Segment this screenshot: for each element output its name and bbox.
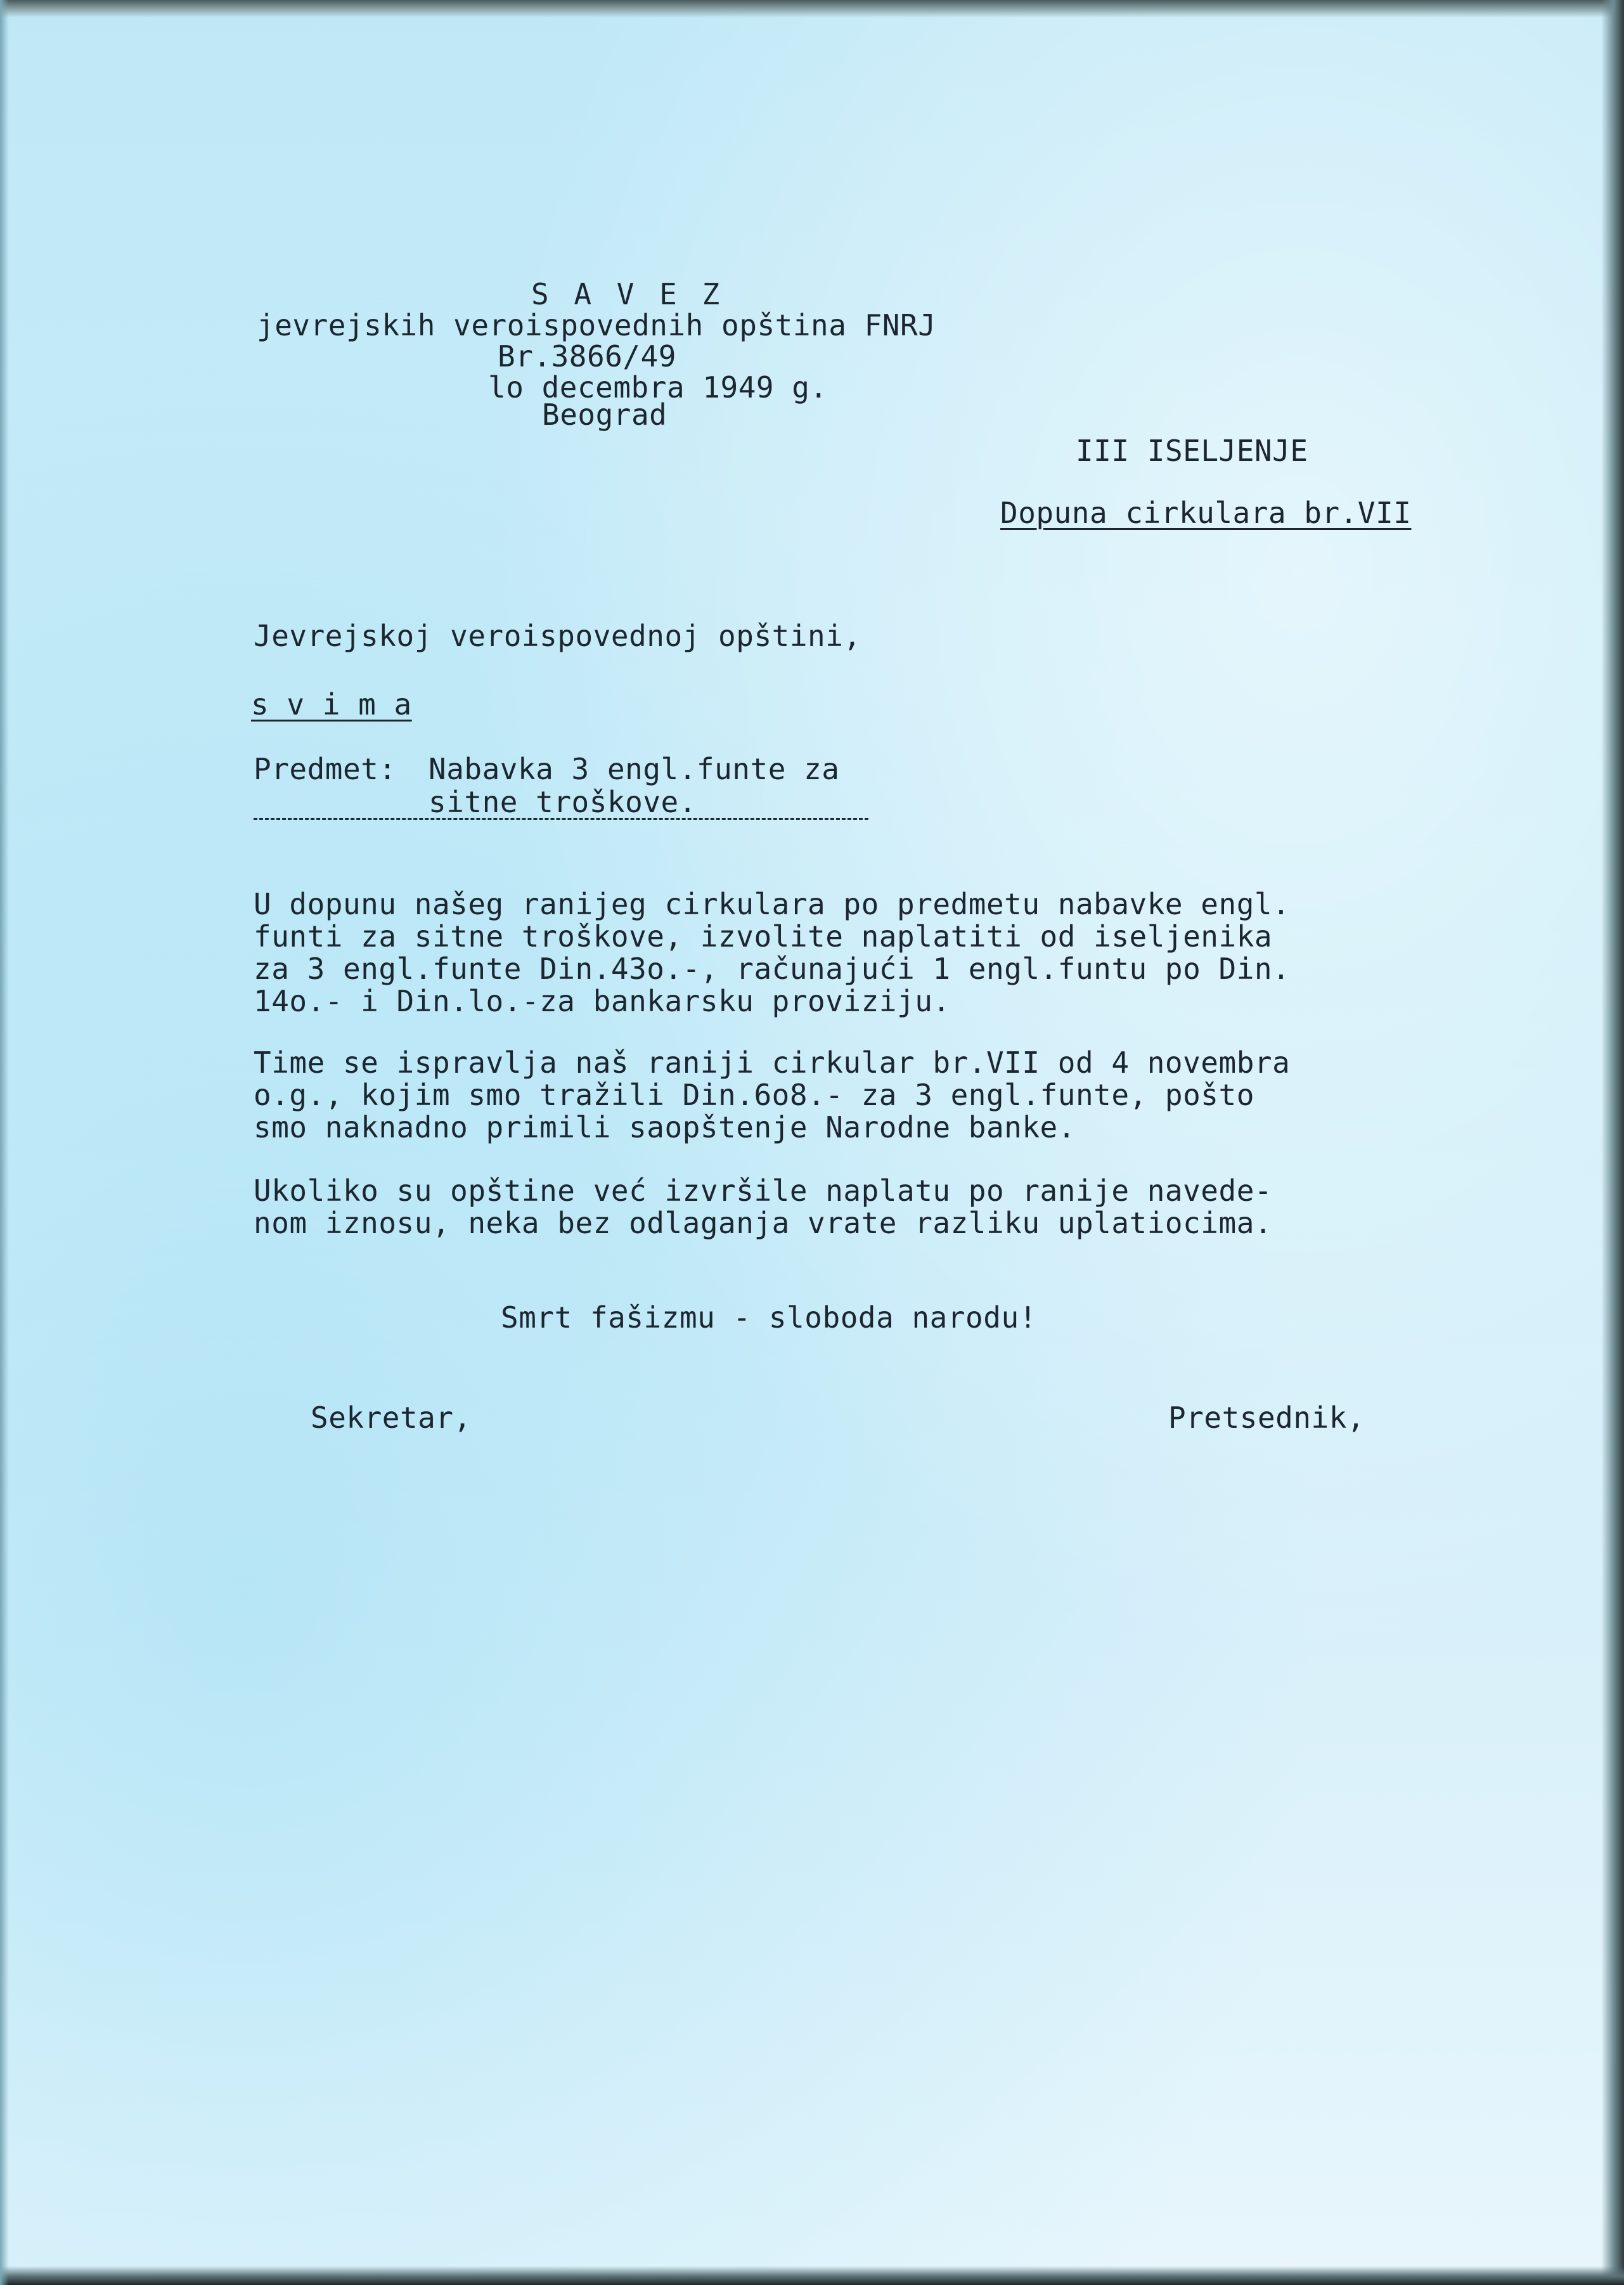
circular-reference: Dopuna cirkulara br.VII [1000,496,1412,530]
document-city: Beograd [542,398,667,432]
scan-edge-bottom [0,2266,1624,2285]
paragraph1-line2: funti za sitne troškove, izvolite naplatiti od iseljenika [254,919,1273,954]
paragraph2-line2: o.g., kojim smo tražili Din.6o8.- za 3 engl.funte, pošto [254,1078,1254,1112]
paragraph1-line3: za 3 engl.funte Din.43o.-, računajući 1 engl.funtu po Din. [254,952,1291,986]
paragraph3-line2: nom iznosu, neka bez odlaganja vrate razliku uplatiocima. [254,1206,1273,1240]
paragraph1-line4: 14o.- i Din.lo.-za bankarsku proviziju. [254,984,951,1018]
org-name: S A V E Z [531,277,724,311]
org-full-name: jevrejskih veroispovednih opština FNRJ [257,308,936,342]
closing-salutation: Smrt fašizmu - sloboda narodu! [501,1300,1037,1335]
document-date: lo decembra 1949 g. [488,370,828,405]
paragraph2-line1: Time se ispravlja naš raniji cirkular br.VII od 4 novembra [254,1045,1291,1080]
recipient-all: s v i m a [251,687,412,722]
subject-label: Predmet: [254,752,397,786]
scan-edge-right [1601,0,1624,2285]
paragraph3-line1: Ukoliko su opštine već izvršile naplatu po ranije navede- [254,1174,1273,1208]
scan-edge-top [0,0,1624,18]
subject-line2: sitne troškove. [429,785,697,819]
scan-edge-left [0,0,9,2285]
reference-number: Br.3866/49 [498,339,676,373]
signature-president: Pretsednik, [1168,1401,1365,1435]
recipient-line: Jevrejskoj veroispovednoj opštini, [254,619,861,653]
paragraph2-line3: smo naknadno primili saopštenje Narodne banke. [254,1110,1076,1144]
department-label: III ISELJENJE [1076,434,1308,468]
signature-secretary: Sekretar, [311,1401,472,1435]
subject-underline [254,818,868,820]
paragraph1-line1: U dopunu našeg ranijeg cirkulara po predmetu nabavke engl. [254,887,1291,921]
subject-line1: Nabavka 3 engl.funte za [429,752,840,786]
